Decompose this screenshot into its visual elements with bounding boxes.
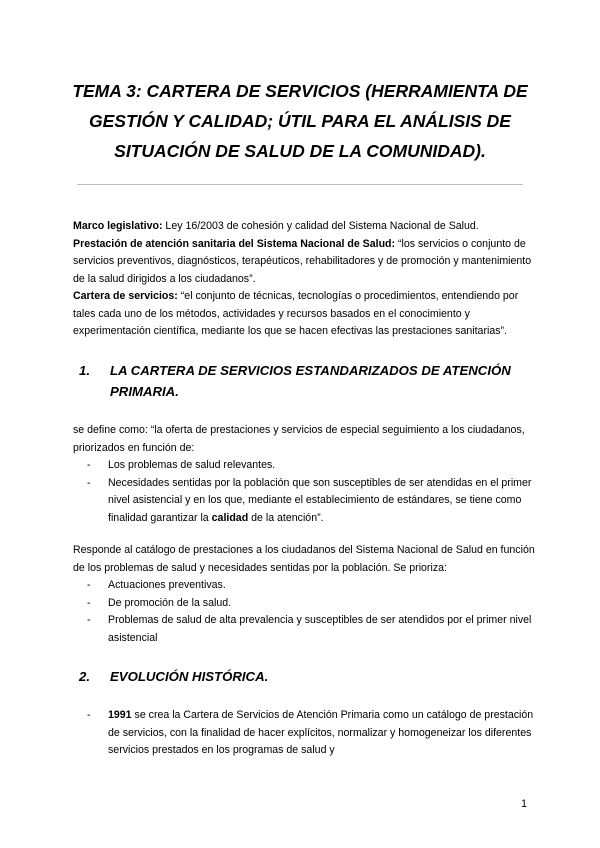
list-item: - Problemas de salud de alta prevalencia y susceptibles de ser atendidos por el primer nivel asistencial bbox=[73, 612, 535, 647]
cartera-text: “el conjunto de técnicas, tecnologías o procedimientos, entendiendo por tales cada uno de los métodos, actividades y recursos basados en el conocimiento y experimentación científica, mediante los que se hacen efectivas las prestaciones sanitarias”. bbox=[73, 290, 519, 337]
section-1-title: LA CARTERA DE SERVICIOS ESTANDARIZADOS DE ATENCIÓN PRIMARIA. bbox=[110, 363, 511, 399]
title-divider bbox=[77, 184, 523, 185]
year-1991: 1991 bbox=[108, 709, 132, 721]
prestacion-label: Prestación de atención sanitaria del Sistema Nacional de Salud: bbox=[73, 237, 396, 250]
section-2-number: 2. bbox=[79, 669, 90, 684]
prioritized-list bbox=[73, 577, 535, 647]
list-item: - Los problemas de salud relevantes. bbox=[73, 457, 535, 475]
section-1-definition bbox=[73, 422, 535, 527]
cartera-label: Cartera de servicios: bbox=[73, 290, 178, 302]
cartera-definition bbox=[73, 288, 535, 341]
priority-list bbox=[73, 457, 535, 527]
document-title: TEMA 3: CARTERA DE SERVICIOS (HERRAMIENTA DE GESTIÓN Y CALIDAD; ÚTIL PARA EL ANÁLISIS DE SITUACIÓN DE SALUD DE LA COMUNIDAD). bbox=[72, 81, 528, 161]
section-2-heading bbox=[73, 666, 535, 687]
history-list bbox=[73, 707, 535, 760]
section-1-paragraph: Responde al catálogo de prestaciones a los ciudadanos del Sistema Nacional de Salud en función de los problemas de salud y necesidades sentidas por la población. Se prioriza: bbox=[73, 544, 535, 574]
list-item: - De promoción de la salud. bbox=[73, 595, 535, 613]
section-1-catalog bbox=[73, 542, 535, 647]
marco-text: Ley 16/2003 de cohesión y calidad del Sistema Nacional de Salud. bbox=[162, 220, 479, 232]
intro-block bbox=[73, 218, 535, 341]
marco-legislativo bbox=[73, 218, 535, 236]
section-1-heading bbox=[73, 360, 535, 402]
page-number: 1 bbox=[521, 798, 527, 810]
section-2-body bbox=[73, 707, 535, 760]
prestacion-definition bbox=[73, 236, 535, 289]
section-1-lead: se define como: “la oferta de prestaciones y servicios de especial seguimiento a los ciudadanos, priorizados en función de: bbox=[73, 424, 525, 454]
prestacion-text: “los servicios o conjunto de servicios preventivos, diagnósticos, terapéuticos, rehabilitadores y de promoción y mantenimiento de la salud dirigidos a los ciudadanos”. bbox=[73, 237, 532, 285]
section-1-number: 1. bbox=[79, 363, 90, 378]
section-2-title: EVOLUCIÓN HISTÓRICA. bbox=[110, 669, 269, 684]
list-item: - Actuaciones preventivas. bbox=[73, 577, 535, 595]
list-item: - 1991 se crea la Cartera de Servicios de Atención Primaria como un catálogo de prestación de servicios, con la finalidad de hacer explícitos, normalizar y homogeneizar los diferentes servicios prestados en los programas de salud y bbox=[73, 707, 535, 760]
list-item: - Necesidades sentidas por la población que son susceptibles de ser atendidas en el primer nivel asistencial y en los que, mediante el establecimiento de estándares, se tiene como finalidad garantizar la calidad de la atención”. bbox=[73, 475, 535, 528]
marco-label: Marco legislativo: bbox=[73, 220, 163, 232]
calidad-emphasis: calidad bbox=[211, 511, 249, 524]
